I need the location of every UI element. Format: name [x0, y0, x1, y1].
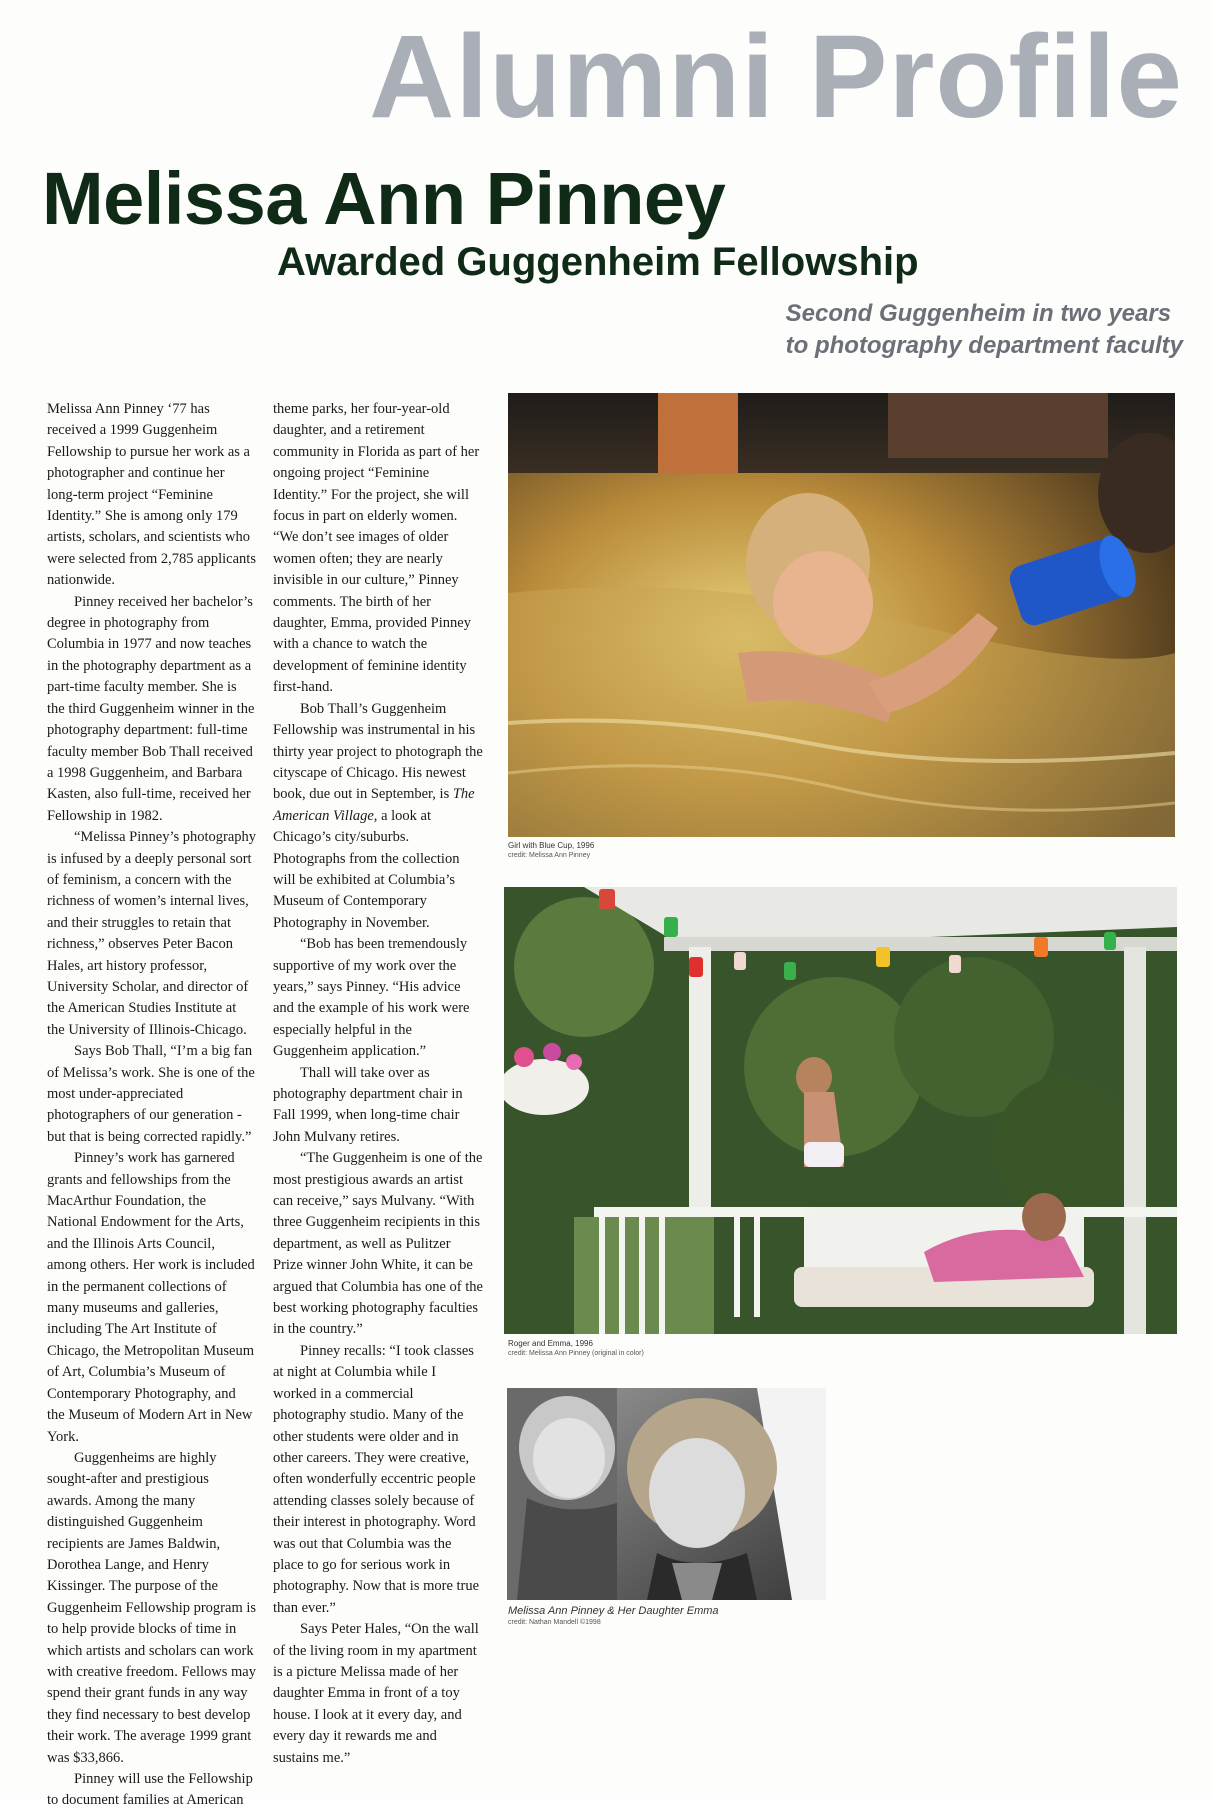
caption-title: Melissa Ann Pinney & Her Daughter Emma: [508, 1605, 719, 1617]
caption-credit: credit: Melissa Ann Pinney: [508, 852, 591, 859]
photo-roger-and-emma: [504, 887, 1177, 1334]
paragraph: Melissa Ann Pinney ‘77 has received a 1999 Guggenheim Fellowship to pursue her work as a photographer and continue her long-term project “Feminine Identity.” She is among only 179 artists, scholars, and scientists who were selected from 2,785 applicants nationwide.: [47, 401, 256, 589]
paragraph: Thall will take over as photography department chair in Fall 1999, when long-time chair John Mulvany retires.: [273, 1064, 463, 1145]
deck-line-2: to photography department faculty: [785, 332, 1183, 359]
photo-roger-and-emma-image: [504, 887, 1177, 1334]
article-subhead: Awarded Guggenheim Fellowship: [277, 240, 919, 284]
photo-girl-with-blue-cup: [508, 393, 1175, 837]
profile-name: Melissa Ann Pinney: [42, 157, 726, 240]
photo-melissa-and-emma-image: [507, 1388, 826, 1600]
paragraph: theme parks, her four-year-old daughter, and a retirement community in Florida as part of her ongoing project “Feminine Identity.” For the project, she will focus in part on elderly women. “We don’t see images of older women often; they are nearly invisible in our culture,” Pinney comments. The birth of her daughter, Emma, provided Pinney with a chance to watch the development of feminine identity first-hand.: [273, 401, 480, 696]
paragraph: Guggenheims are highly sought-after and prestigious awards. Among the many distinguished Guggenheim recipients are James Baldwin, Dorothea Lange, and Henry Kissinger. The purpose of the Guggenheim Fellowship program is to help provide blocks of time in which artists and scholars can work with creative freedom. Fellows may spend their grant funds in any way they find necessary to best develop their work. The average 1999 grant was $33,866.: [47, 1449, 257, 1766]
caption-photo-3: [508, 1604, 719, 1628]
paragraph-text: Bob Thall’s Guggenheim Fellowship was instrumental in his thirty year project to photograph the cityscape of Chicago. His newest book, due out in September, is: [273, 700, 483, 803]
photo-melissa-and-emma: [507, 1388, 826, 1600]
paragraph: “Bob has been tremendously supportive of my work over the years,” says Pinney. “His advice and the example of his work were especially helpful in the Guggenheim application.”: [273, 936, 470, 1060]
article-column-2: [273, 399, 483, 1769]
deck-line-1: Second Guggenheim in two years: [785, 300, 1172, 327]
paragraph: Pinney recalls: “I took classes at night at Columbia while I worked in a commercial photography studio. Many of the other students were older and in other careers. They were creative, often wonderfully eccentric people attending classes solely because of their interest in photography. Word was out that Columbia was the place to go for serious work in photography. Now that is more true than ever.”: [273, 1342, 480, 1616]
paragraph: Says Peter Hales, “On the wall of the living room in my apartment is a picture Melissa made of her daughter Emma in front of a toy house. I look at it every day, and every day it rewards me and sustains me.”: [273, 1621, 479, 1766]
paragraph: Pinney’s work has garnered grants and fellowships from the MacArthur Foundation, the National Endowment for the Arts, and the Illinois Arts Council, among others. Her work is included in the permanent collections of many museums and galleries, including The Art Institute of Chicago, the Metropolitan Museum of Art, Columbia’s Museum of Contemporary Photography, and the Museum of Modern Art in New York.: [47, 1150, 255, 1445]
caption-credit: credit: Melissa Ann Pinney (original in color): [508, 1350, 644, 1357]
photo-girl-with-blue-cup-image: [508, 393, 1175, 837]
caption-photo-2: [508, 1338, 644, 1359]
paragraph: “The Guggenheim is one of the most prestigious awards an artist can receive,” says Mulvany. “With three Guggenheim recipients in this department, as well as Pulitzer Prize winner John White, it can be argued that Columbia has one of the best working photography faculties in the country.”: [273, 1150, 483, 1338]
caption-title: Roger and Emma, 1996: [508, 1339, 593, 1348]
caption-credit: credit: Nathan Mandell ©1998: [508, 1619, 601, 1626]
paragraph: [273, 699, 483, 934]
paragraph: Says Bob Thall, “I’m a big fan of Melissa’s work. She is one of the most under-appreciated photographers of our generation - but that is being corrected rapidly.”: [47, 1043, 255, 1145]
paragraph: “Melissa Pinney’s photography is infused by a deeply personal sort of feminism, a concern with the richness of women’s internal lives, and their struggles to retain that richness,” observes Peter Bacon Hales, art history professor, University Scholar, and director of the American Studies Institute at the University of Illinois-Chicago.: [47, 829, 257, 1038]
caption-photo-1: [508, 840, 594, 861]
paragraph-text: a look at Chicago’s city/suburbs. Photographs from the collection will be exhibited at Columbia’s Museum of Contemporary Photography in November.: [273, 807, 460, 931]
caption-title: Girl with Blue Cup, 1996: [508, 841, 595, 850]
paragraph: Pinney will use the Fellowship to document families at American: [47, 1771, 253, 1809]
article-column-1: [47, 399, 257, 1812]
book-title: The American Village,: [273, 786, 475, 824]
paragraph: Pinney received her bachelor’s degree in photography from Columbia in 1977 and now teaches in the photography department as a part-time faculty member. She is the third Guggenheim winner in the photography department: full-time faculty member Bob Thall received a 1998 Guggenheim, and Barbara Kasten, also full-time, received her Fellowship in 1982.: [47, 593, 255, 824]
article-deck: [786, 298, 1183, 362]
section-kicker: Alumni Profile: [369, 11, 1183, 143]
